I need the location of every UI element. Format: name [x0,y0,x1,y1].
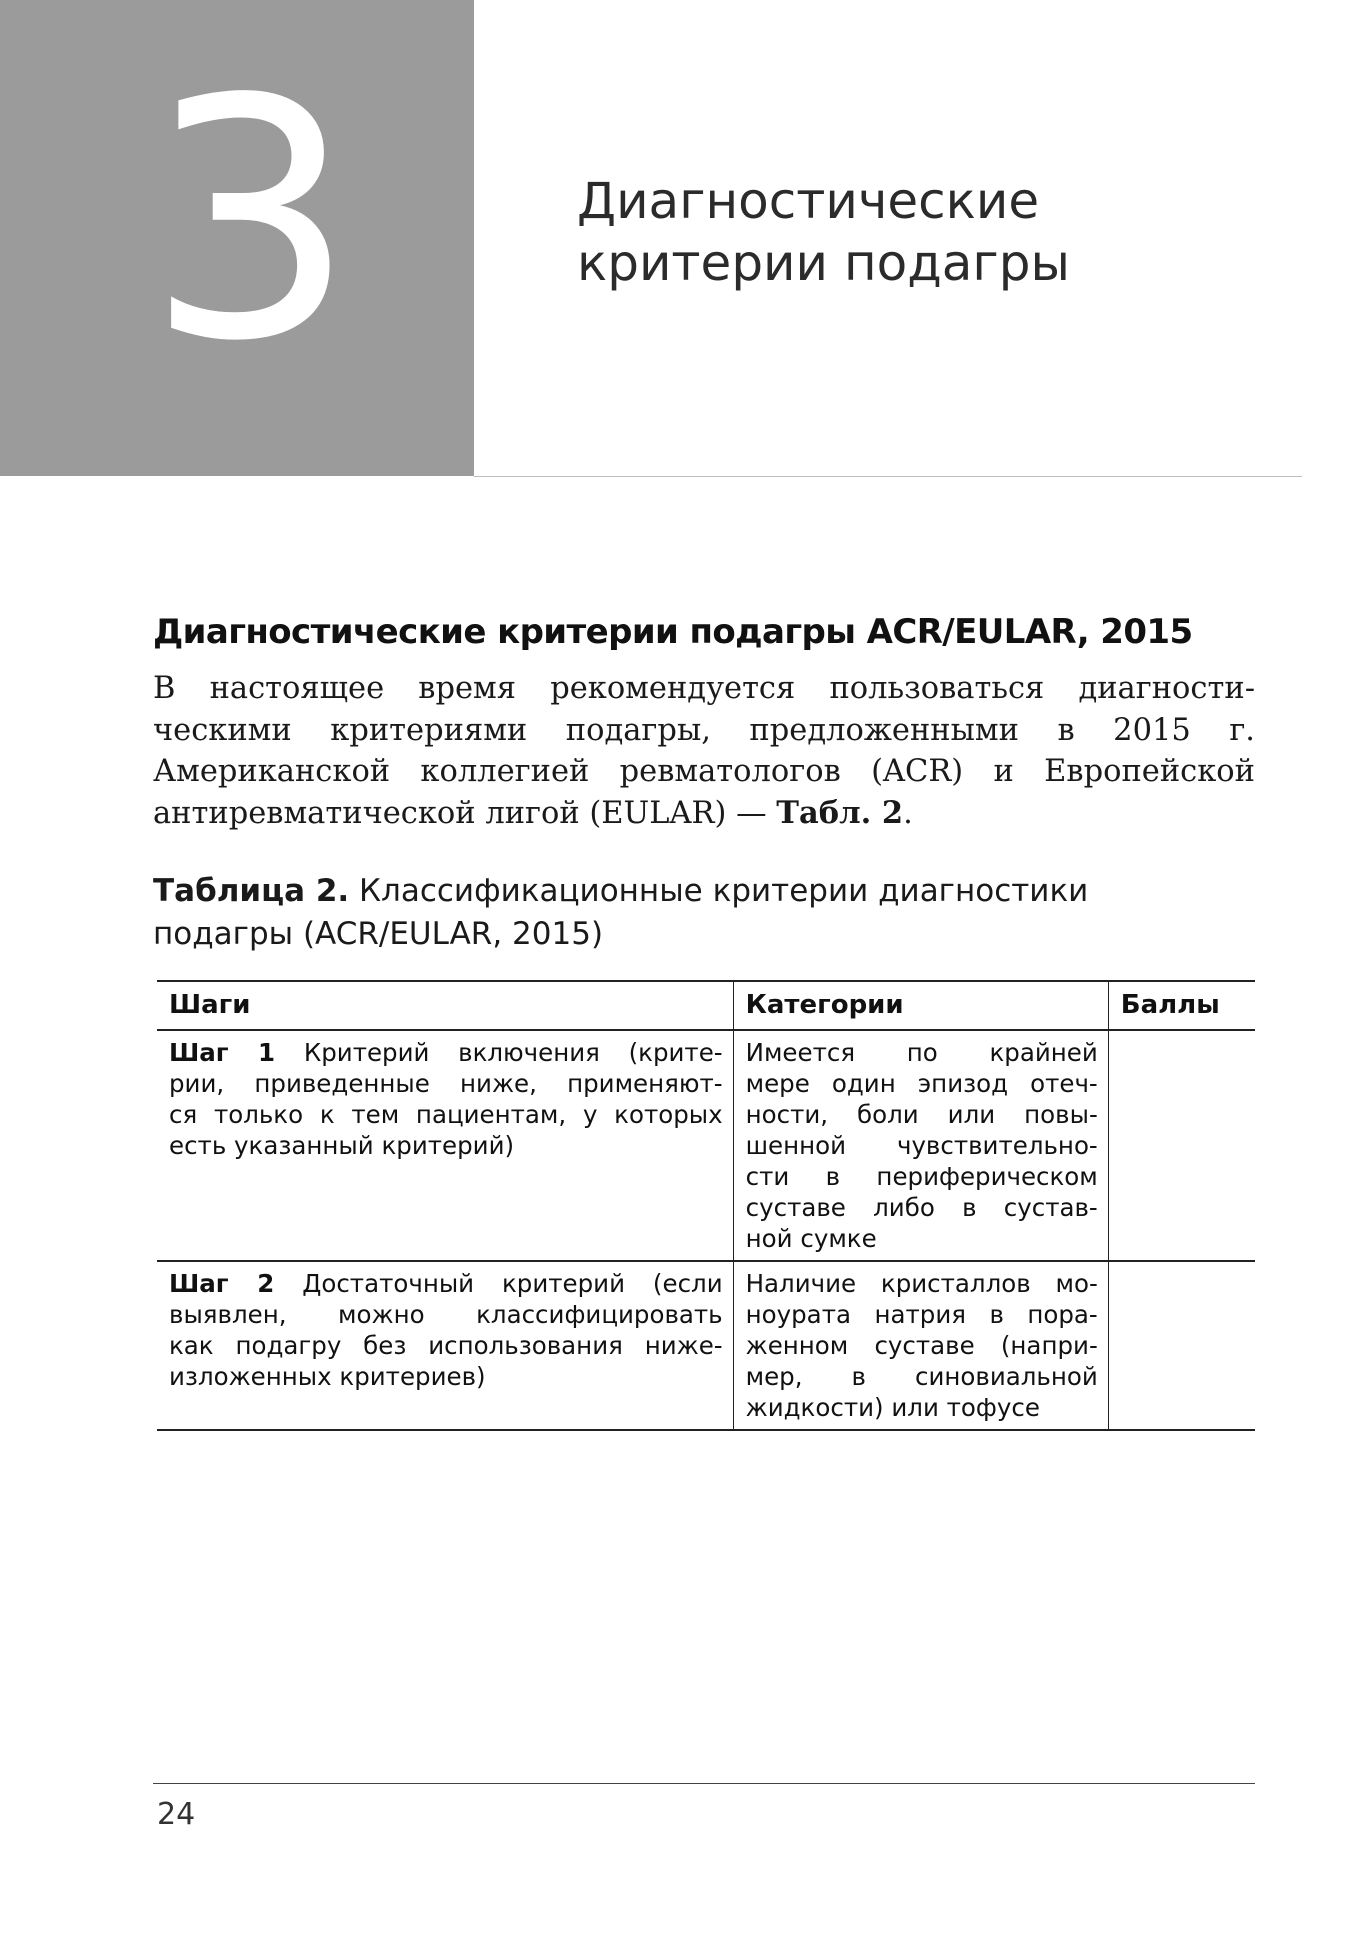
category-cell-line: женном суставе (напри- [745,1331,1098,1360]
category-cell-line: суставе либо в сустав- [745,1193,1098,1222]
category-cell-line: шенной чувствительно- [745,1131,1098,1160]
step-cell [157,1261,733,1430]
category-cell-line: жидкости) или тофусе [745,1393,1040,1422]
category-cell [733,1261,1108,1430]
paragraph-line-4 [153,793,1255,835]
paragraph-line-2: ческими критериями подагры, предложенными в 2015 г. [153,712,1255,748]
step-label: Шаг 2 [169,1269,275,1298]
table-caption-line-2: подагры (ACR/EULAR, 2015) [153,916,604,952]
points-cell [1108,1030,1255,1261]
category-cell-line: ноурата натрия в пора- [745,1300,1098,1329]
step-cell-line [169,1037,723,1068]
section-heading: Диагностические критерии подагры ACR/EULAR, 2015 [153,612,1193,652]
step-cell-line: как подагру без использования ниже- [169,1331,723,1360]
column-header-categories: Категории [733,981,1108,1030]
footer-divider [153,1783,1255,1784]
paragraph-line-3: Американской коллегией ревматологов (ACR) и Европейской [153,754,1255,789]
column-header-steps: Шаги [157,981,733,1030]
step-cell-line [169,1268,723,1299]
category-cell-line: ной сумке [745,1224,877,1253]
paragraph-line-1: В настоящее время рекомендуется пользоваться диагности- [153,671,1255,706]
category-cell [733,1030,1108,1261]
category-cell-line: сти в периферическом [745,1162,1098,1191]
chapter-number: 3 [146,29,350,413]
chapter-title-line-1: Диагностические [577,172,1040,230]
header-divider [474,476,1302,477]
step-label: Шаг 1 [169,1038,276,1067]
paragraph-end: . [903,795,913,831]
chapter-title [577,170,1070,294]
category-cell-line: ности, боли или повы- [745,1100,1098,1129]
table-caption [153,870,1088,956]
category-cell-line: мер, в синовиальной [745,1362,1098,1391]
chapter-number-block [0,0,474,476]
chapter-title-line-2: критерии подагры [577,234,1070,292]
step-cell-line: есть указанный критерий) [169,1131,515,1160]
paragraph-line-4-text: антиревматической лигой (EULAR) — [153,795,777,831]
step-text: Достаточный критерий (если [274,1269,723,1298]
category-cell-line: Наличие кристаллов мо- [745,1269,1098,1298]
table-caption-label: Таблица 2. [153,873,350,909]
table-row [157,1030,1255,1261]
points-cell [1108,1261,1255,1430]
page-number: 24 [157,1797,196,1832]
table-caption-text-1: Классификационные критерии диагностики [349,873,1089,909]
table-caption-line-1 [153,870,1088,913]
step-cell-line: рии, приведенные ниже, применяют- [169,1069,723,1098]
category-cell-line: Имеется по крайней [745,1038,1098,1067]
step-cell-line: изложенных критериев) [169,1362,486,1391]
body-paragraph [153,668,1255,834]
step-cell-line: ся только к тем пациентам, у которых [169,1100,723,1129]
table-reference: Табл. 2 [776,794,904,831]
table-header-row [157,981,1255,1030]
step-cell [157,1030,733,1261]
table-row [157,1261,1255,1430]
category-cell-line: мере один эпизод отеч- [745,1069,1098,1098]
step-cell-line: выявлен, можно классифицировать [169,1300,723,1329]
step-text: Критерий включения (крите- [275,1038,723,1067]
column-header-points: Баллы [1108,981,1255,1030]
criteria-table [157,980,1255,1431]
